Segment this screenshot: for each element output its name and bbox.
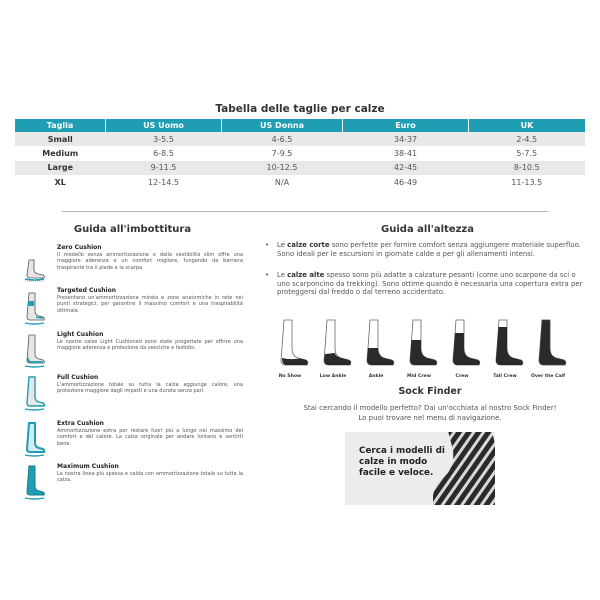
sock-finder-title: Sock Finder xyxy=(398,386,462,397)
table-row xyxy=(15,175,585,189)
no-show-sock-icon xyxy=(270,318,310,370)
table-cell: 9-11.5 xyxy=(106,161,222,175)
table-cell: 12-14.5 xyxy=(106,175,222,189)
table-cell: 10-12.5 xyxy=(222,161,343,175)
sock-finder-banner-text: Cerca i modelli di calze in modo facile e veloce. xyxy=(359,446,445,478)
bullet-text: sono perfette per fornire comfort senza aggiungere materiale superfluo. Sono ideali per le escursioni in giornate calde o per gli allenamenti intensi. xyxy=(277,241,581,258)
full-cushion-sock-icon xyxy=(20,374,46,412)
size-table xyxy=(15,119,585,190)
cushion-description: La nostra linea più spessa e calda con ammortizzazione totale su tutta la calza. xyxy=(57,471,243,484)
table-cell: 46-49 xyxy=(343,175,469,189)
cushion-name: Light Cushion xyxy=(57,331,104,338)
height-guide-bullet-short xyxy=(265,241,590,258)
sock-finder-line: Lo puoi trovare nel menu di navigazione. xyxy=(358,414,502,422)
cushion-description: Le nostre calze Light Cushioned sono state progettate per offrire una maggiore aderenza e protezione da vesciche e fastidio. xyxy=(57,339,243,352)
table-cell: 2-4.5 xyxy=(469,132,586,146)
cushion-name: Zero Cushion xyxy=(57,244,102,251)
table-cell: 5-7.5 xyxy=(469,146,586,160)
table-cell: 3-5.5 xyxy=(106,132,222,146)
table-cell: XL xyxy=(15,175,106,189)
over-the-calf-sock-icon xyxy=(528,318,568,370)
cushion-name: Maximum Cushion xyxy=(57,463,119,470)
height-guide-title: Guida all'altezza xyxy=(381,224,474,235)
table-row xyxy=(15,161,585,175)
bullet-icon: • xyxy=(265,241,270,249)
bullet-bold-text: calze corte xyxy=(287,241,330,249)
table-cell: N/A xyxy=(222,175,343,189)
table-row xyxy=(15,132,585,146)
section-divider xyxy=(62,211,548,212)
cushion-description: Presentano un'ammortizzazione mirata e zone anatomiche in rete nei punti strategici, per garantire il massimo comfort e una traspirabilità ottimale. xyxy=(57,295,243,314)
header-us-donna: US Donna xyxy=(222,119,343,132)
sock-height-label: Tall Crew xyxy=(493,374,517,379)
header-taglia: Taglia xyxy=(15,119,106,132)
cushion-item-light xyxy=(20,331,243,373)
zero-cushion-sock-icon xyxy=(20,244,46,282)
sock-finder-banner[interactable] xyxy=(345,432,495,505)
cushion-guide-title: Guida all'imbottitura xyxy=(73,224,192,235)
crew-sock-icon xyxy=(442,318,482,370)
bullet-text: spesso sono più adatte a calzature pesanti (come uno scarpone da sci o uno scarponcino da trekking). Sono ottime quando è necessaria una copertura extra per proteggersi dal freddo o dal terreno accidentato. xyxy=(277,271,583,297)
mid-crew-sock-icon xyxy=(399,318,439,370)
height-guide-bullet-tall xyxy=(265,271,590,297)
bullet-bold-text: calze alte xyxy=(287,271,325,279)
bullet-text: Le xyxy=(277,271,288,279)
sock-height-label: Crew xyxy=(455,374,469,379)
table-cell: 4-6.5 xyxy=(222,132,343,146)
size-table-header-row xyxy=(15,119,585,132)
cushion-name: Full Cushion xyxy=(57,374,99,381)
maximum-cushion-sock-icon xyxy=(20,463,46,501)
table-row xyxy=(15,146,585,160)
table-cell: Large xyxy=(15,161,106,175)
table-cell: 11-13.5 xyxy=(469,175,586,189)
header-us-uomo: US Uomo xyxy=(106,119,222,132)
table-cell: 34-37 xyxy=(343,132,469,146)
table-cell: Small xyxy=(15,132,106,146)
bullet-text: Le xyxy=(277,241,288,249)
table-cell: 6-8.5 xyxy=(106,146,222,160)
extra-cushion-sock-icon xyxy=(20,420,46,458)
size-table-title: Tabella delle taglie per calze xyxy=(215,103,385,115)
cushion-description: L'ammortizzazione totale su tutta la calza aggiunge calore, una protezione maggiore dagli impatti e una durata senza pari. xyxy=(57,382,243,395)
low-ankle-sock-icon xyxy=(313,318,353,370)
sock-finder-line: Stai cercando il modello perfetto? Dai un'occhiata al nostro Sock Finder! xyxy=(303,404,557,412)
header-euro: Euro xyxy=(343,119,469,132)
table-cell: 8-10.5 xyxy=(469,161,586,175)
cushion-item-zero xyxy=(20,244,243,286)
cushion-item-targeted xyxy=(20,287,243,329)
light-cushion-sock-icon xyxy=(20,331,46,369)
table-cell: 38-41 xyxy=(343,146,469,160)
sock-height-label: Low Ankle xyxy=(319,374,347,379)
sock-height-label: Over the Calf xyxy=(530,374,566,379)
header-uk: UK xyxy=(469,119,586,132)
cushion-name: Targeted Cushion xyxy=(57,287,116,294)
ankle-sock-icon xyxy=(356,318,396,370)
table-cell: 42-45 xyxy=(343,161,469,175)
cushion-name: Extra Cushion xyxy=(57,420,104,427)
cushion-item-maximum xyxy=(20,463,243,505)
tall-crew-sock-icon xyxy=(485,318,525,370)
targeted-cushion-sock-icon xyxy=(20,287,46,325)
cushion-item-full xyxy=(20,374,243,416)
sock-height-label: No Show xyxy=(278,374,302,379)
table-cell: Medium xyxy=(15,146,106,160)
cushion-item-extra xyxy=(20,420,243,462)
cushion-description: Ammortizzazione extra per restare fuori più a lungo nel massimo del comfort e del calore. La calza originale per andare lontano e sentirti bene. xyxy=(57,428,243,447)
cushion-description: Il modello senza ammortizzazione e dalla vestibilità slim offre una maggiore aderenza e un comfort migliore, fungendo da barriera traspirante tra il piede e la scarpa. xyxy=(57,252,243,271)
table-cell: 7-9.5 xyxy=(222,146,343,160)
sock-height-label: Ankle xyxy=(368,374,384,379)
bullet-icon: • xyxy=(265,271,270,279)
sock-finder-text xyxy=(265,403,595,423)
sock-height-label: Mid Crew xyxy=(406,374,432,379)
